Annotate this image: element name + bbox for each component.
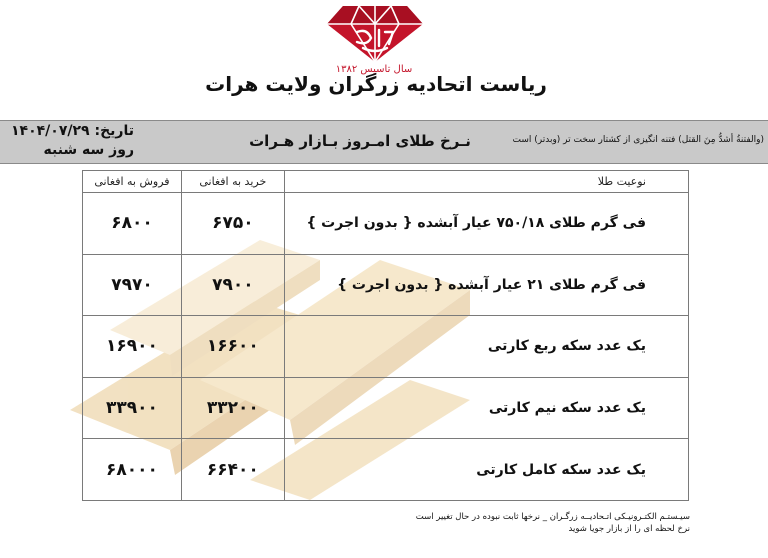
row-buy: ۶۷۵۰ xyxy=(181,193,284,255)
row-sell: ۷۹۷۰ xyxy=(83,254,182,316)
day-label: روز سه شنبه xyxy=(43,142,134,158)
row-sell: ۶۸۰۰۰ xyxy=(83,439,182,501)
row-buy: ۶۶۴۰۰ xyxy=(181,439,284,501)
table-row xyxy=(83,377,689,439)
header-band xyxy=(0,120,768,164)
table-row xyxy=(83,254,689,316)
row-type: یک عدد سکه ربع کارتی xyxy=(284,316,688,378)
quote-text: (والفتنةُ أشدُّ مِنَ القتل) فتنه انگیزی از کشتار سخت تر (وبدتر) است xyxy=(512,135,764,145)
footer-line-2: نرخ لحظه ای را از بازار جویا شوید xyxy=(568,524,690,534)
date-value: ۱۴۰۴/۰۷/۲۹ xyxy=(11,123,90,139)
table-row xyxy=(83,439,689,501)
row-buy: ۳۳۲۰۰ xyxy=(181,377,284,439)
table-row xyxy=(83,193,689,255)
row-sell: ۳۳۹۰۰ xyxy=(83,377,182,439)
row-sell: ۱۶۹۰۰ xyxy=(83,316,182,378)
date-line xyxy=(4,122,134,141)
union-title: ریاست اتحادیه زرگران ولایت هرات xyxy=(205,72,547,96)
row-type: یک عدد سکه کامل کارتی xyxy=(284,439,688,501)
gold-rates-table xyxy=(82,170,689,501)
row-type: فی گرم طلای ۲۱ عیار آبشده { بدون اجرت } xyxy=(284,254,688,316)
table-row xyxy=(83,316,689,378)
founded-year: سال تاسیس ۱۳۸۲ xyxy=(335,64,413,75)
row-sell: ۶۸۰۰ xyxy=(83,193,182,255)
header-type: نوعیت طلا xyxy=(284,171,688,193)
date-label: تاریخ: xyxy=(94,123,134,139)
diamond-logo-icon xyxy=(323,2,427,64)
row-buy: ۷۹۰۰ xyxy=(181,254,284,316)
row-buy: ۱۶۶۰۰ xyxy=(181,316,284,378)
table-header-row xyxy=(83,171,689,193)
row-type: فی گرم طلای ۷۵۰/۱۸ عیار آبشده { بدون اجرت } xyxy=(284,193,688,255)
row-type: یک عدد سکه نیم کارتی xyxy=(284,377,688,439)
footer-line-1: سیـستـم الکتـرونیـکی اتـحادیــه زرگـران _ نرخها ثابت نبوده در حال تغییر است xyxy=(415,512,690,522)
footer-note xyxy=(380,511,690,535)
header-sell: فروش به افغانی xyxy=(83,171,182,193)
date-box xyxy=(4,122,134,160)
rates-title: نـرخ طلای امـروز بـازار هـرات xyxy=(249,132,471,150)
header-buy: خرید به افغانی xyxy=(181,171,284,193)
